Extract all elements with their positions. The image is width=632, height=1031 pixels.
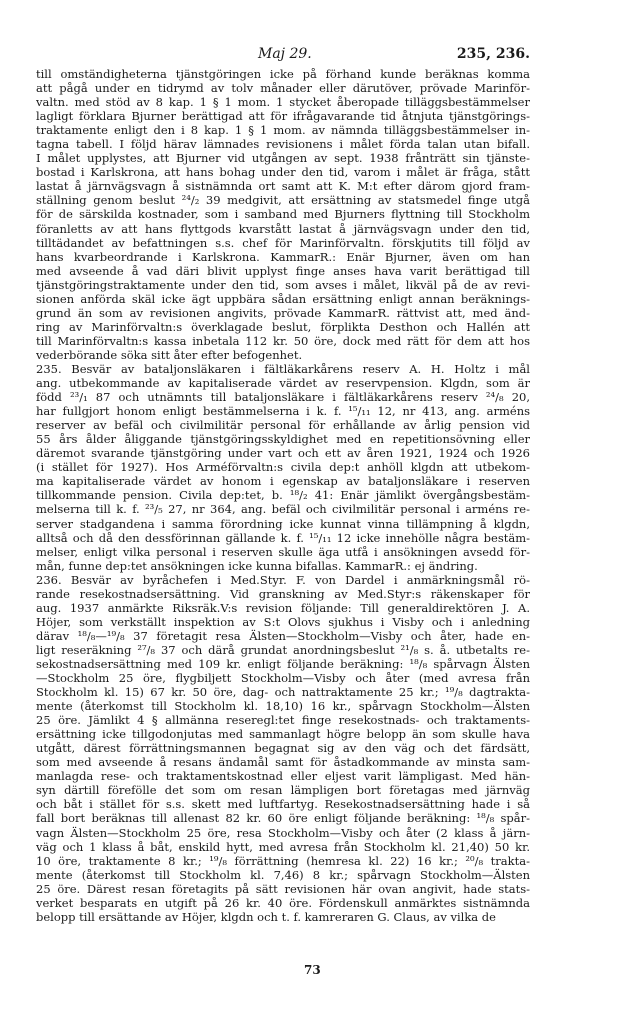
text-line: server stadgandena i samma förordning icke kunnat vinna tillämpning å klgdn, — [36, 516, 530, 531]
text-line: 55 års ålder åliggande tjänstgöringsskyldighet med en repetitionsövning eller — [36, 432, 530, 447]
text-line: Höjer, som verkställt inspektion av S:t Olovs sjukhus i Visby och i anledning — [36, 614, 530, 629]
text-line: rande resekostnadsersättning. Vid granskning av Med.Styr:s räkenskaper för — [36, 586, 530, 601]
text-line: med avseende å vad däri blivit upplyst finge anses hava varit berättigad till — [36, 263, 530, 278]
text-line: till Marinförvaltn:s kassa inbetala 112 kr. 50 öre, dock med rätt för dem att hos — [36, 333, 530, 348]
text-line: melser, enligt vilka personal i reserven skulle äga utfå i ansökningen avsedd för- — [36, 544, 530, 559]
header-date: Maj 29. — [258, 46, 312, 62]
text-line: tilltädandet av befattningen s.s. chef för Marinförvaltn. förskjutits till följd av — [36, 235, 530, 250]
text-line: vederbörande söka sitt åter efter befogenhet. — [36, 347, 303, 362]
text-line: född ²³/₁ 87 och utnämnts till bataljonsläkare i fältläkarkårens reserv ²⁴/₈ 20, — [36, 390, 530, 405]
text-line: (i stället för 1927). Hos Arméförvaltn:s civila dep:t anhöll klgdn att utbekom- — [36, 460, 530, 475]
text-line: därav ¹⁸/₈—¹⁹/₈ 37 företagit resa Älsten—Stockholm—Visby och åter, hade en- — [36, 628, 530, 643]
text-line: väg och 1 klass å båt, enskild hytt, med avresa från Stockholm kl. 21,40) 50 kr. — [36, 839, 530, 854]
text-line: lagligt förklara Bjurner berättigad att för ifrågavarande tid åtnjuta tjänstgörings- — [36, 109, 530, 124]
text-line: mån, funne dep:tet ansökningen icke kunna bifallas. KammarR.: ej ändring. — [36, 558, 478, 573]
text-line: tjänstgöringstraktamente under den tid, som avses i målet, likväl på de av revi- — [36, 277, 530, 292]
text-line: tillkommande pension. Civila dep:tet, b. ¹⁸/₂ 41: Enär jämlikt övergångsbestäm- — [36, 488, 530, 503]
text-line: 25 öre. Därest resan företagits på sätt revisionen här ovan angivit, hade stats- — [36, 881, 530, 896]
text-line: utgått, därest förrättningsmannen begagnat sig av den väg och det färdsätt, — [36, 741, 530, 756]
text-line: sekostnadsersättning med 109 kr. enligt följande beräkning: ¹⁸/₈ spårvagn Älsten — [36, 656, 530, 671]
text-line: tagna tabell. I följd härav lämnades revisionens i målet förda talan utan bifall. — [36, 137, 530, 152]
text-line: alltså och då den dessförinnan gällande k. f. ¹⁵/₁₁ 12 icke innehölle några bestäm- — [36, 530, 530, 545]
text-line: 25 öre. Jämlikt 4 § allmänna reseregl:tet finge resekostnads- och traktaments- — [36, 713, 530, 728]
text-line: 235. Besvär av bataljonsläkaren i fältläkarkårens reserv A. H. Holtz i mål — [36, 361, 530, 376]
text-line: föranletts av att hans flyttgods kvarstått lastat å järnvägsvagn under den tid, — [36, 221, 530, 236]
text-line: ring av Marinförvaltn:s överklagade beslut, förpliktа Desthon och Hallén att — [36, 319, 530, 334]
text-line: sionen anförda skäl icke ägt uppbära sådan ersättning enligt annan beräknings- — [36, 291, 530, 306]
text-line: melserna till k. f. ²³/₅ 27, nr 364, ang. befäl och civilmilitär personal i arméns re- — [36, 502, 530, 517]
text-line: vagn Älsten—Stockholm 25 öre, resa Stockholm—Visby och åter (2 klass å järn- — [36, 825, 530, 840]
header-page-numbers: 235, 236. — [456, 46, 530, 62]
folio-number: 73 — [304, 963, 321, 977]
text-line: manlagda rese- och traktamentskostnad eller eljest varit lämpligast. Med hän- — [36, 769, 530, 784]
text-line: att pågå under en tidrymd av tolv månader eller därutöver, prövade Marinför- — [36, 81, 530, 96]
text-line: ställning genom beslut ²⁴/₂ 39 medgivit, att ersättning av statsmedel finge utgå — [36, 193, 530, 208]
text-line: grund än som av revisionen angivits, prövade KammarR. rättvist att, med änd- — [36, 305, 530, 320]
text-line: har fullgjort honom enligt bestämmelserna i k. f. ¹⁵/₁₁ 12, nr 413, ang. arméns — [36, 404, 530, 419]
text-line: lastat å järnvägsvagn å sistnämnda ort samt att K. M:t efter därom gjord fram- — [36, 179, 530, 194]
text-line: mente (återkomst till Stockholm kl. 7,46) 8 kr.; spårvagn Stockholm—Älsten — [36, 867, 530, 882]
text-line: —Stockholm 25 öre, flygbiljett Stockholm—Visby och åter (med avresa från — [36, 671, 530, 686]
text-line: Stockholm kl. 15) 67 kr. 50 öre, dag- och nattraktamente 25 kr.; ¹⁹/₈ dagtrakta- — [36, 685, 530, 700]
document-page — [36, 0, 530, 977]
text-line: som med avseende å resans ändamål samt för åstadkommande av minsta sam- — [36, 755, 530, 770]
text-line: bostad i Karlskrona, att hans bohag under den tid, varom i målet är fråga, stått — [36, 165, 530, 180]
text-line: ang. utbekommande av kapitaliserade värdet av reservpension. Klgdn, som är — [36, 376, 530, 391]
text-line: 236. Besvär av byråchefen i Med.Styr. F. von Dardel i anmärkningsmål rö- — [36, 572, 530, 587]
text-line: ligt reseräkning ²⁷/₈ 37 och därå grundat anordningsbeslut ²¹/₈ s. å. utbetalts re- — [36, 642, 530, 657]
text-line: och båt i stället för s.s. skett med luftfartyg. Resekostnadsersättning hade i så — [36, 797, 530, 812]
text-line: mente (återkomst till Stockholm kl. 18,10) 16 kr., spårvagn Stockholm—Älsten — [36, 699, 530, 714]
body-text — [36, 67, 530, 924]
text-line: aug. 1937 anmärkte Riksräk.V:s revision följande: Till generaldirektören J. A. — [36, 600, 530, 615]
text-line: traktamente enligt den i 8 kap. 1 § 1 mom. av nämnda tilläggsbestämmelser in- — [36, 123, 530, 138]
text-line: valtn. med stöd av 8 kap. 1 § 1 mom. 1 stycket åberopade tilläggsbestämmelser — [36, 95, 530, 110]
text-line: ma kapitaliserade värdet av honom i egenskap av bataljonsläkare i reserven — [36, 474, 530, 489]
text-line: I målet upplystes, att Bjurner vid utgången av sept. 1938 frånträtt sin tjänste- — [36, 151, 530, 166]
text-line: syn därtill förefölle det som om resan lämpligen bort företagas med järnväg — [36, 783, 530, 798]
text-line: ersättning icke tillgodonjutas med sammanlagt högre belopp än som skulle hava — [36, 727, 530, 742]
text-line: till omständigheterna tjänstgöringen icke på förhand kunde beräknas komma — [36, 67, 530, 81]
text-line: däremot svarande tjänstgöring under vart och ett av åren 1921, 1924 och 1926 — [36, 446, 530, 461]
text-line: för de särskilda kostnader, som i samband med Bjurners flyttning till Stockholm — [36, 207, 530, 222]
text-line: fall bort beräknas till allenast 82 kr. 60 öre enligt följande beräkning: ¹⁸/₈ spår- — [36, 811, 530, 826]
text-line: belopp till ersättande av Höjer, klgdn och t. f. kamreraren G. Claus, av vilka de — [36, 909, 496, 924]
text-line: 10 öre, traktamente 8 kr.; ¹⁹/₈ förrättning (hemresa kl. 22) 16 kr.; ²⁰/₈ trakta- — [36, 853, 530, 868]
text-line: reserver av befäl och civilmilitär personal för erhållande av årlig pension vid — [36, 418, 530, 433]
running-header — [36, 0, 530, 66]
text-line: hans kvarbeordrande i Karlskrona. KammarR.: Enär Bjurner, även om han — [36, 249, 530, 264]
text-line: verket besparats en utgift på 26 kr. 40 öre. Fördenskull anmärktes sistnämnda — [36, 895, 530, 910]
